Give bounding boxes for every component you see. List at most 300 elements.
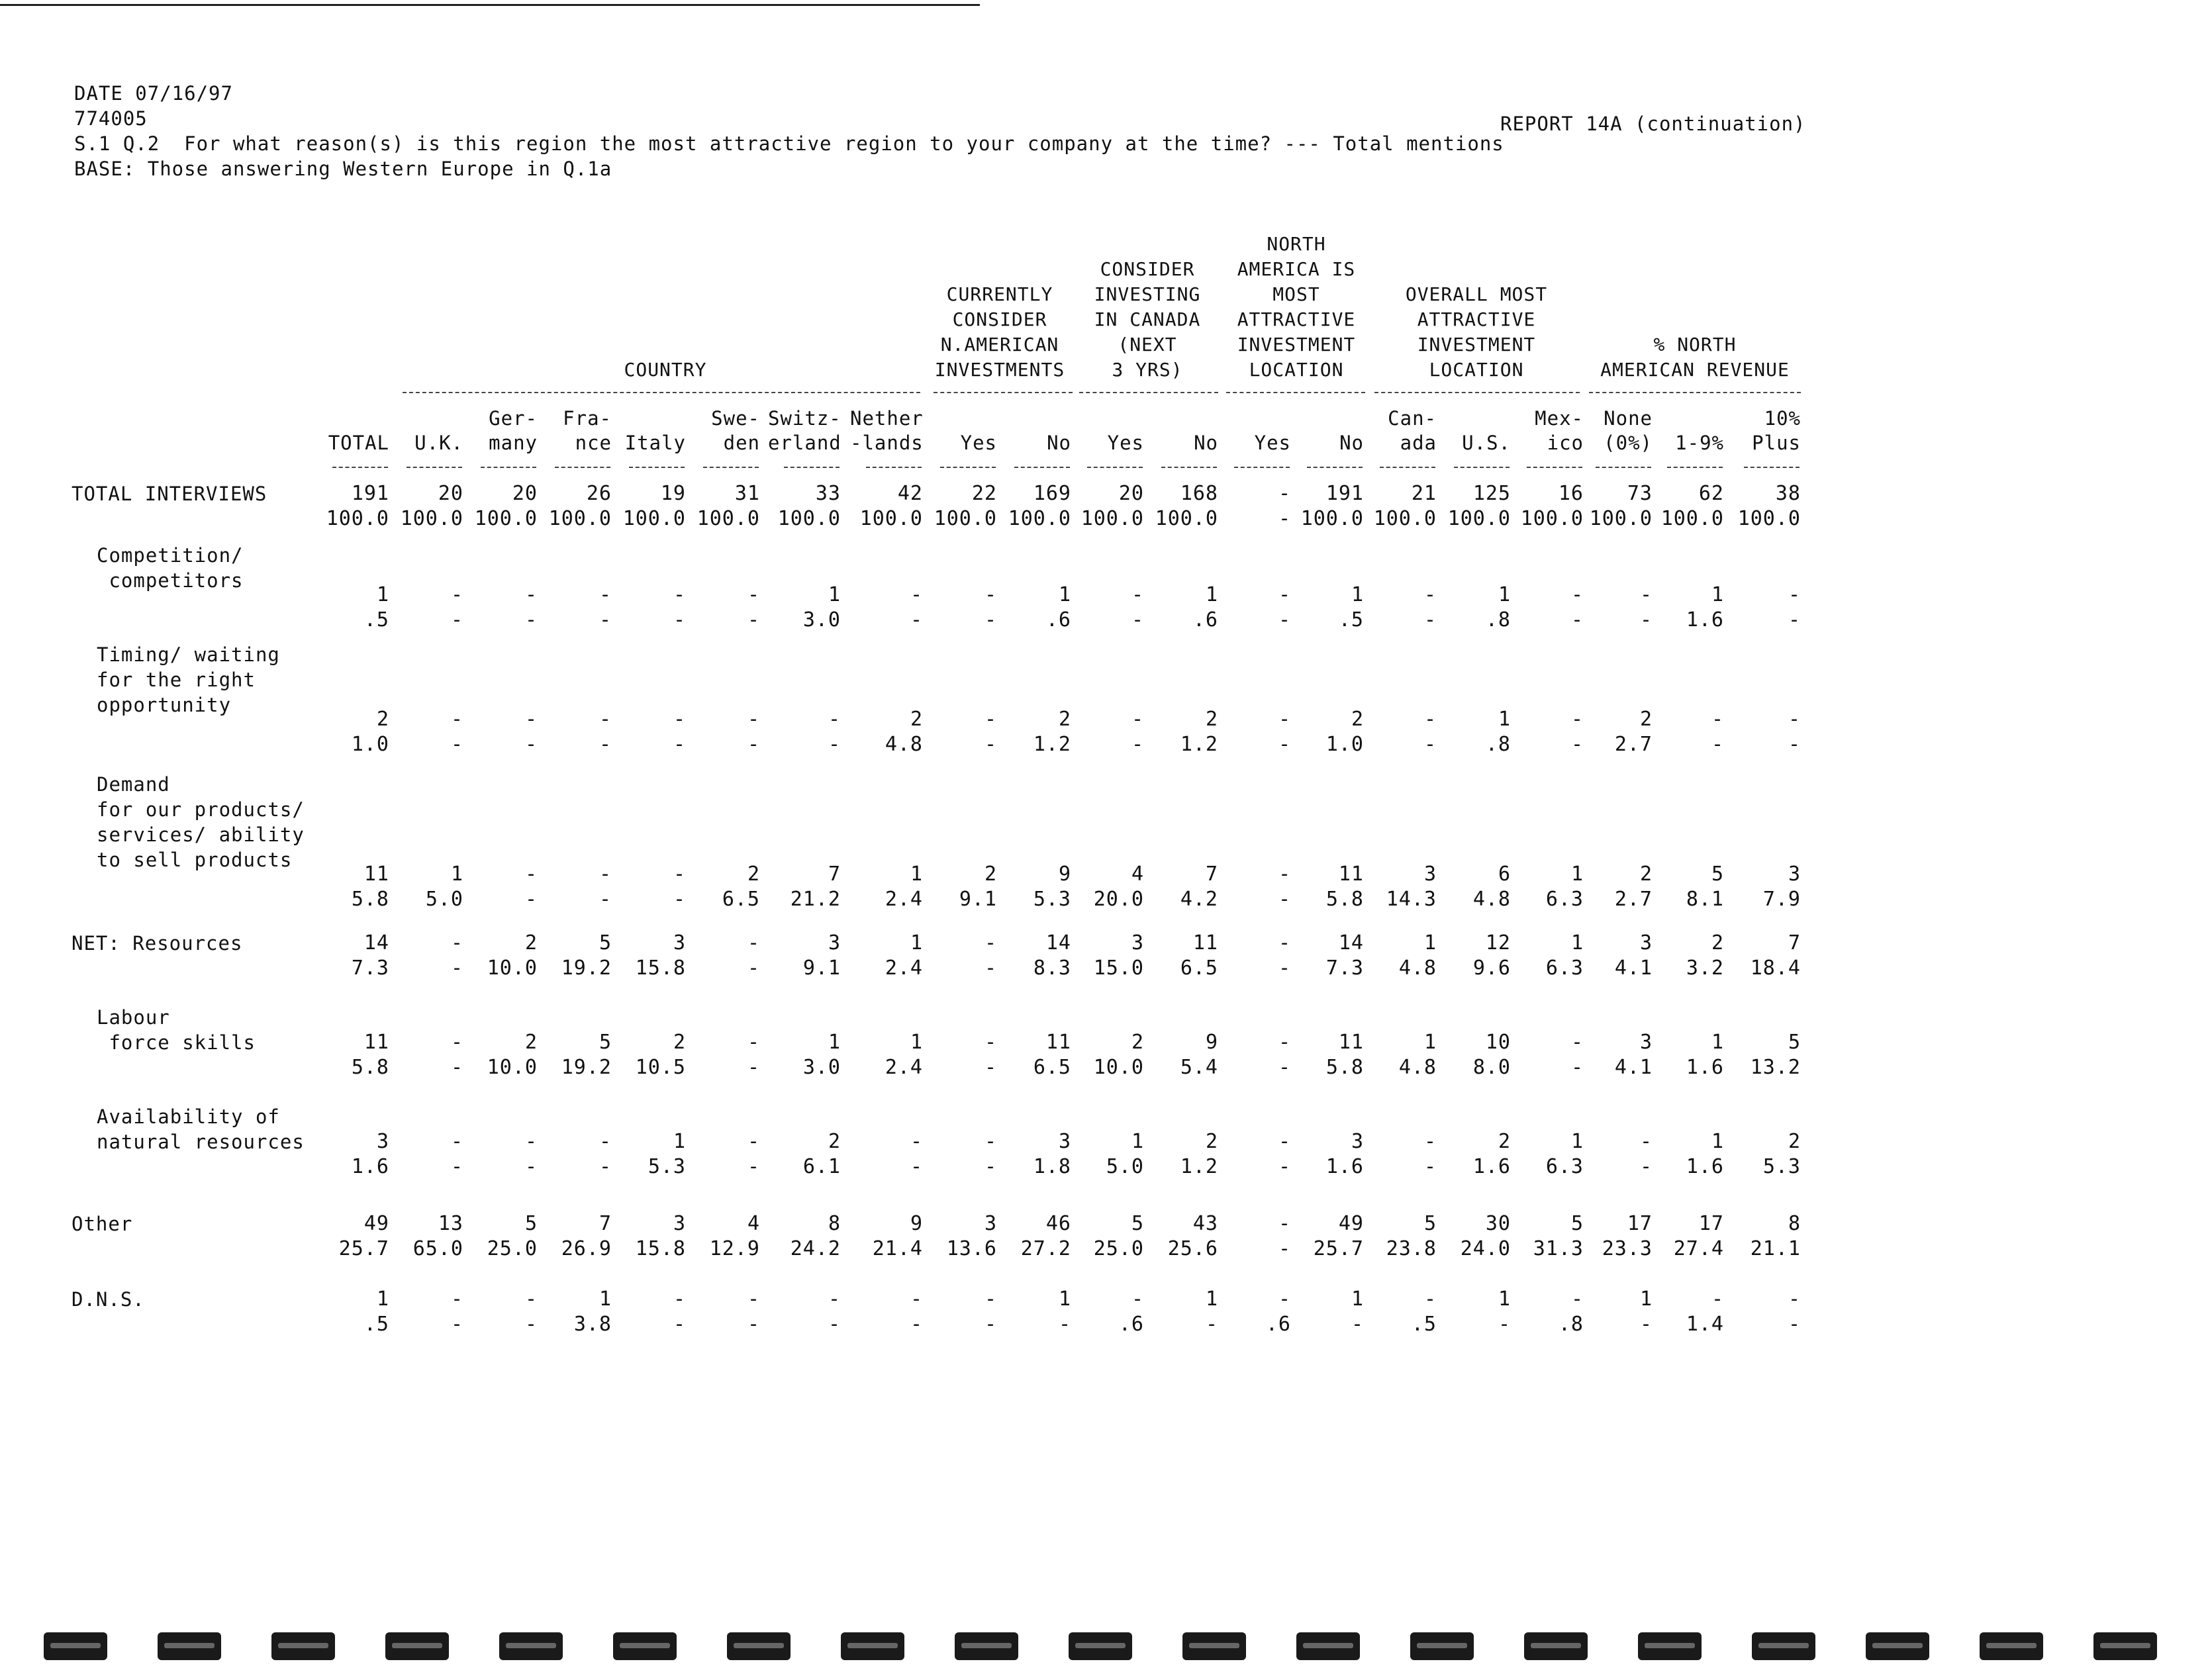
column-underline <box>1454 467 1510 468</box>
row-label: D.N.S. <box>72 1288 145 1311</box>
cell-count: 31 <box>734 482 760 505</box>
cell-count: - <box>524 583 538 606</box>
cell-percent: 24.0 <box>1460 1237 1511 1260</box>
cell-count: - <box>524 863 538 886</box>
cell-percent: 4.8 <box>1472 888 1511 911</box>
column-header-overall-us: U.S. <box>1462 432 1511 454</box>
cell-percent: .8 <box>1558 1313 1584 1336</box>
cell-count: 2 <box>1639 863 1653 886</box>
cell-percent: 5.0 <box>1106 1155 1144 1178</box>
cell-count: 5 <box>524 1212 538 1235</box>
cell-percent: 23.3 <box>1602 1237 1653 1260</box>
cell-count: - <box>1570 583 1584 606</box>
cell-percent: 24.2 <box>790 1237 841 1260</box>
cell-percent: - <box>1278 888 1291 911</box>
binder-hole-mark <box>271 1632 335 1660</box>
cell-count: 3 <box>376 1130 389 1153</box>
cell-percent: - <box>1278 1155 1291 1178</box>
cell-count: 3 <box>1131 931 1144 955</box>
cell-count: 62 <box>1698 482 1724 505</box>
cell-percent: - <box>747 957 760 980</box>
rule-revenue <box>1589 392 1801 393</box>
cell-percent: .5 <box>363 608 389 631</box>
cell-count: 20 <box>512 482 538 505</box>
cell-count: 1 <box>1498 1287 1511 1311</box>
cell-percent: 6.5 <box>1033 1056 1071 1079</box>
cell-percent: - <box>1570 733 1584 756</box>
cell-count: 3 <box>1639 931 1653 955</box>
cell-percent: 20.0 <box>1093 888 1144 911</box>
cell-percent: - <box>450 1313 463 1336</box>
column-header-overall-canada: Can- ada <box>1388 407 1437 454</box>
cell-count: 43 <box>1192 1212 1218 1235</box>
binder-hole-mark <box>727 1632 791 1660</box>
cell-percent: 1.0 <box>351 733 389 756</box>
question-text: S.1 Q.2 For what reason(s) is this region the most attractive region to your company at the time? --- Total mentions <box>74 132 1504 155</box>
binder-hole-mark <box>158 1632 221 1660</box>
cell-count: - <box>1423 1287 1437 1311</box>
binder-hole-mark <box>1182 1632 1246 1660</box>
report-code: 774005 <box>74 107 148 130</box>
row-label: Labour force skills <box>97 1006 256 1054</box>
cell-percent: - <box>1058 1313 1071 1336</box>
cell-count: - <box>1278 1212 1291 1235</box>
cell-count: 12 <box>1485 931 1511 955</box>
cell-count: 30 <box>1485 1212 1511 1235</box>
cell-percent: - <box>1570 1056 1584 1079</box>
cell-count: 1 <box>1711 583 1724 606</box>
cell-count: 11 <box>1045 1031 1071 1054</box>
cell-percent: - <box>747 1155 760 1178</box>
cell-percent: 8.3 <box>1033 957 1071 980</box>
cell-count: 46 <box>1045 1212 1071 1235</box>
cell-percent: 5.3 <box>1033 888 1071 911</box>
cell-count: 1 <box>910 863 923 886</box>
cell-percent: 3.0 <box>802 1056 841 1079</box>
cell-percent: - <box>1423 733 1437 756</box>
cell-count: - <box>599 1130 612 1153</box>
cell-count: - <box>1278 708 1291 731</box>
cell-count: 1 <box>1570 931 1584 955</box>
cell-percent: - <box>1205 1313 1218 1336</box>
binder-hole-mark <box>1980 1632 2043 1660</box>
cell-count: - <box>1278 1130 1291 1153</box>
cell-count: 10 <box>1485 1031 1511 1054</box>
cell-percent: 15.8 <box>635 957 686 980</box>
cell-count: - <box>984 1287 997 1311</box>
column-header-netherlands: Nether -lands <box>850 407 924 454</box>
cell-percent: - <box>910 1155 923 1178</box>
cell-count: - <box>1788 708 1801 731</box>
cell-percent: 8.0 <box>1472 1056 1511 1079</box>
cell-percent: - <box>1278 1056 1291 1079</box>
cell-percent: 25.6 <box>1167 1237 1218 1260</box>
cell-count: 7 <box>599 1212 612 1235</box>
cell-percent: - <box>673 1313 686 1336</box>
cell-percent: - <box>524 888 538 911</box>
cell-percent: - <box>1570 608 1584 631</box>
cell-count: - <box>450 1031 463 1054</box>
cell-percent: 3.8 <box>573 1313 612 1336</box>
cell-count: 3 <box>673 1212 686 1235</box>
cell-count: 1 <box>1498 583 1511 606</box>
cell-percent: 100.0 <box>548 507 612 530</box>
cell-count: 1 <box>376 583 389 606</box>
cell-percent: - <box>450 957 463 980</box>
cell-count: 7 <box>828 863 841 886</box>
cell-percent: - <box>1788 733 1801 756</box>
column-underline <box>1087 467 1143 468</box>
column-header-canada-yes: Yes <box>1107 432 1144 454</box>
cell-count: 2 <box>1498 1130 1511 1153</box>
cell-count: 3 <box>1788 863 1801 886</box>
cell-count: - <box>1423 1130 1437 1153</box>
cell-percent: 100.0 <box>777 507 841 530</box>
column-header-total: TOTAL <box>328 432 389 454</box>
binder-hole-mark <box>1752 1632 1815 1660</box>
cell-count: - <box>984 1031 997 1054</box>
cell-percent: 1.6 <box>1686 1056 1724 1079</box>
cell-count: 1 <box>1058 1287 1071 1311</box>
cell-percent: - <box>673 608 686 631</box>
cell-count: 125 <box>1472 482 1511 505</box>
cell-count: 3 <box>1423 863 1437 886</box>
cell-percent: .6 <box>1265 1313 1291 1336</box>
cell-count: 5 <box>1711 863 1724 886</box>
column-underline <box>555 467 610 468</box>
cell-percent: - <box>1639 1155 1653 1178</box>
cell-count: - <box>984 708 997 731</box>
cell-percent: - <box>1423 1155 1437 1178</box>
cell-percent: 9.1 <box>802 957 841 980</box>
column-underline <box>1744 467 1800 468</box>
cell-percent: .8 <box>1485 608 1511 631</box>
column-header-rev-1-9: 1-9% <box>1675 432 1724 454</box>
binder-hole-mark <box>44 1632 107 1660</box>
cell-percent: 6.3 <box>1545 888 1584 911</box>
row-label: Demand for our products/ services/ ability to sell products <box>97 773 305 871</box>
cell-percent: - <box>599 608 612 631</box>
cell-percent: - <box>1498 1313 1511 1336</box>
binder-hole-mark <box>1410 1632 1474 1660</box>
cell-count: 2 <box>910 708 923 731</box>
cell-count: 2 <box>1058 708 1071 731</box>
column-header-sweden: Swe- den <box>711 407 760 454</box>
rule-currently <box>934 392 1073 393</box>
column-header-rev-10-plus: 10% Plus <box>1752 407 1801 454</box>
cell-count: 1 <box>1711 1130 1724 1153</box>
cell-percent: - <box>450 733 463 756</box>
cell-percent: - <box>524 1313 538 1336</box>
cell-count: 1 <box>673 1130 686 1153</box>
cell-percent: 7.3 <box>1325 957 1364 980</box>
binder-hole-mark <box>2093 1632 2157 1660</box>
cell-count: 17 <box>1627 1212 1653 1235</box>
column-header-switzerland: Switz- erland <box>768 407 841 454</box>
cell-percent: 5.4 <box>1180 1056 1218 1079</box>
cell-percent: 8.1 <box>1686 888 1724 911</box>
row-label: Competition/ competitors <box>97 544 244 592</box>
cell-percent: 19.2 <box>561 1056 612 1079</box>
row-label: NET: Resources <box>72 932 243 955</box>
cell-percent: 6.3 <box>1545 1155 1584 1178</box>
binder-hole-mark <box>385 1632 449 1660</box>
rule-canada <box>1079 392 1218 393</box>
cell-percent: 100.0 <box>1447 507 1511 530</box>
group-currently-consider: CURRENTLY CONSIDER N.AMERICAN INVESTMENTS <box>934 283 1065 381</box>
cell-percent: 4.1 <box>1614 957 1653 980</box>
cell-percent: 3.0 <box>802 608 841 631</box>
cell-count: - <box>1788 1287 1801 1311</box>
cell-count: 6 <box>1498 863 1511 886</box>
cell-count: 1 <box>1351 583 1364 606</box>
group-north-america: NORTH AMERICA IS MOST ATTRACTIVE INVESTMENT LOCATION <box>1237 233 1356 381</box>
column-underline <box>1667 467 1723 468</box>
cell-percent: 10.0 <box>1093 1056 1144 1079</box>
cell-count: 1 <box>1058 583 1071 606</box>
cell-count: 8 <box>828 1212 841 1235</box>
cell-percent: 1.6 <box>1686 608 1724 631</box>
cell-percent: - <box>673 888 686 911</box>
cell-count: 42 <box>897 482 923 505</box>
cell-percent: 5.8 <box>1325 888 1364 911</box>
cell-percent: - <box>910 608 923 631</box>
cell-count: 1 <box>1711 1031 1724 1054</box>
cell-count: 191 <box>1325 482 1364 505</box>
cell-count: 3 <box>828 931 841 955</box>
binder-hole-mark <box>841 1632 904 1660</box>
cell-count: 2 <box>376 708 389 731</box>
cell-count: 2 <box>673 1031 686 1054</box>
cell-percent: - <box>524 733 538 756</box>
cell-percent: - <box>599 1155 612 1178</box>
cell-percent: - <box>1639 608 1653 631</box>
cell-percent: 1.2 <box>1033 733 1071 756</box>
cell-percent: 2.4 <box>885 888 923 911</box>
cell-count: 11 <box>1192 931 1218 955</box>
cell-percent: - <box>1639 1313 1653 1336</box>
cell-count: 9 <box>1205 1031 1218 1054</box>
cell-count: 17 <box>1698 1212 1724 1235</box>
column-underline <box>703 467 759 468</box>
cell-count: 5 <box>1131 1212 1144 1235</box>
base-text: BASE: Those answering Western Europe in Q.1a <box>74 158 612 180</box>
cell-percent: - <box>747 1056 760 1079</box>
column-underline <box>1014 467 1070 468</box>
cell-count: - <box>599 863 612 886</box>
cell-count: 2 <box>747 863 760 886</box>
cell-percent: 100.0 <box>1155 507 1218 530</box>
cell-count: - <box>828 708 841 731</box>
column-header-na-yes: Yes <box>1254 432 1291 454</box>
cell-percent: - <box>1278 1237 1291 1260</box>
cell-percent: 1.2 <box>1180 1155 1218 1178</box>
cell-count: 11 <box>1338 863 1364 886</box>
column-underline <box>1527 467 1582 468</box>
cell-count: - <box>673 583 686 606</box>
cell-count: - <box>524 1130 538 1153</box>
cell-count: - <box>1278 482 1291 505</box>
cell-count: 1 <box>1131 1130 1144 1153</box>
cell-percent: 1.6 <box>1472 1155 1511 1178</box>
cell-percent: 13.6 <box>946 1237 997 1260</box>
cell-percent: 100.0 <box>859 507 923 530</box>
cell-percent: - <box>984 1056 997 1079</box>
binder-hole-mark <box>1069 1632 1132 1660</box>
cell-percent: 5.8 <box>351 888 389 911</box>
cell-percent: 9.6 <box>1472 957 1511 980</box>
cell-count: - <box>747 1130 760 1153</box>
column-underline <box>866 467 922 468</box>
cell-percent: - <box>1278 608 1291 631</box>
cell-count: 1 <box>1570 863 1584 886</box>
cell-count: - <box>1570 1031 1584 1054</box>
cell-percent: 27.2 <box>1020 1237 1071 1260</box>
cell-percent: 2.7 <box>1614 888 1653 911</box>
cell-percent: 1.6 <box>1325 1155 1364 1178</box>
cell-count: 7 <box>1788 931 1801 955</box>
cell-percent: .5 <box>363 1313 389 1336</box>
cell-count: 49 <box>363 1212 389 1235</box>
cell-count: 2 <box>1788 1130 1801 1153</box>
cell-percent: 100.0 <box>622 507 686 530</box>
cell-count: 1 <box>1205 583 1218 606</box>
cell-count: - <box>1570 1287 1584 1311</box>
cell-percent: 100.0 <box>1589 507 1653 530</box>
column-underline <box>1380 467 1435 468</box>
cell-percent: 15.0 <box>1093 957 1144 980</box>
cell-count: 1 <box>1423 931 1437 955</box>
report-date: DATE 07/16/97 <box>74 82 233 105</box>
cell-percent: 26.9 <box>561 1237 612 1260</box>
cell-percent: 21.1 <box>1750 1237 1801 1260</box>
binder-hole-mark <box>1296 1632 1360 1660</box>
cell-percent: 25.0 <box>1093 1237 1144 1260</box>
cell-count: 20 <box>1118 482 1144 505</box>
binder-hole-mark <box>955 1632 1018 1660</box>
cell-count: - <box>450 1130 463 1153</box>
cell-count: 9 <box>910 1212 923 1235</box>
cell-percent: - <box>1131 733 1144 756</box>
cell-count: - <box>828 1287 841 1311</box>
cell-percent: 31.3 <box>1533 1237 1584 1260</box>
cell-count: - <box>747 931 760 955</box>
cell-count: - <box>1278 1031 1291 1054</box>
cell-percent: - <box>599 888 612 911</box>
cell-count: - <box>524 1287 538 1311</box>
cell-percent: 100.0 <box>1008 507 1071 530</box>
column-underline <box>1161 467 1217 468</box>
cell-percent: - <box>984 733 997 756</box>
cell-percent: 13.2 <box>1750 1056 1801 1079</box>
column-underline <box>1307 467 1363 468</box>
cell-count: 1 <box>1351 1287 1364 1311</box>
cell-count: - <box>1131 708 1144 731</box>
cell-count: - <box>673 863 686 886</box>
cell-count: 11 <box>363 1031 389 1054</box>
cell-count: - <box>747 708 760 731</box>
column-header-france: Fra- nce <box>563 407 612 454</box>
cell-count: 13 <box>438 1212 463 1235</box>
cell-count: 38 <box>1775 482 1801 505</box>
cell-percent: 6.5 <box>1180 957 1218 980</box>
cell-count: - <box>599 708 612 731</box>
cell-count: 1 <box>450 863 463 886</box>
cell-count: 5 <box>599 1031 612 1054</box>
cell-percent: - <box>524 608 538 631</box>
cell-percent: 15.8 <box>635 1237 686 1260</box>
cell-percent: 100.0 <box>697 507 760 530</box>
cell-percent: - <box>747 608 760 631</box>
cell-count: 19 <box>660 482 686 505</box>
cell-percent: 2.7 <box>1614 733 1653 756</box>
cell-percent: - <box>1278 957 1291 980</box>
cell-count: 3 <box>1639 1031 1653 1054</box>
column-underline <box>784 467 840 468</box>
cell-percent: - <box>910 1313 923 1336</box>
cell-count: 168 <box>1180 482 1218 505</box>
cell-percent: 19.2 <box>561 957 612 980</box>
cell-percent: 100.0 <box>1300 507 1364 530</box>
cell-count: 14 <box>1338 931 1364 955</box>
cell-percent: .6 <box>1192 608 1218 631</box>
cell-count: - <box>450 708 463 731</box>
binder-hole-mark <box>1638 1632 1702 1660</box>
rule-overall <box>1374 392 1580 393</box>
column-header-na-no: No <box>1339 432 1364 454</box>
cell-count: 11 <box>1338 1031 1364 1054</box>
cell-count: 14 <box>363 931 389 955</box>
cell-percent: - <box>1788 608 1801 631</box>
cell-percent: 100.0 <box>326 507 389 530</box>
cell-percent: 100.0 <box>1081 507 1144 530</box>
cell-percent: - <box>1278 507 1291 530</box>
cell-percent: - <box>747 1313 760 1336</box>
cell-percent: - <box>828 733 841 756</box>
cell-percent: 7.9 <box>1762 888 1801 911</box>
top-border-line <box>0 4 980 6</box>
cell-count: - <box>673 1287 686 1311</box>
cell-percent: 6.1 <box>802 1155 841 1178</box>
cell-count: 9 <box>1058 863 1071 886</box>
cell-percent: 1.0 <box>1325 733 1364 756</box>
cell-percent: 18.4 <box>1750 957 1801 980</box>
cell-percent: 100.0 <box>400 507 463 530</box>
cell-percent: - <box>984 957 997 980</box>
cell-percent: 6.5 <box>722 888 760 911</box>
column-header-italy: Italy <box>624 432 686 454</box>
cell-count: 2 <box>1131 1031 1144 1054</box>
cell-count: 2 <box>1205 1130 1218 1153</box>
cell-count: 16 <box>1558 482 1584 505</box>
column-header-currently-no: No <box>1047 432 1071 454</box>
cell-count: 2 <box>1711 931 1724 955</box>
cell-count: - <box>747 583 760 606</box>
cell-percent: 1.6 <box>351 1155 389 1178</box>
cell-count: - <box>1278 863 1291 886</box>
column-header-canada-no: No <box>1194 432 1218 454</box>
cell-count: 26 <box>586 482 612 505</box>
cell-percent: 100.0 <box>474 507 538 530</box>
column-underline <box>481 467 536 468</box>
cell-percent: 4.1 <box>1614 1056 1653 1079</box>
cell-count: - <box>1788 583 1801 606</box>
cell-count: 8 <box>1788 1212 1801 1235</box>
row-label: TOTAL INTERVIEWS <box>72 483 267 505</box>
cell-count: 73 <box>1627 482 1653 505</box>
cell-count: 5 <box>599 931 612 955</box>
cell-percent: 3.2 <box>1686 957 1724 980</box>
